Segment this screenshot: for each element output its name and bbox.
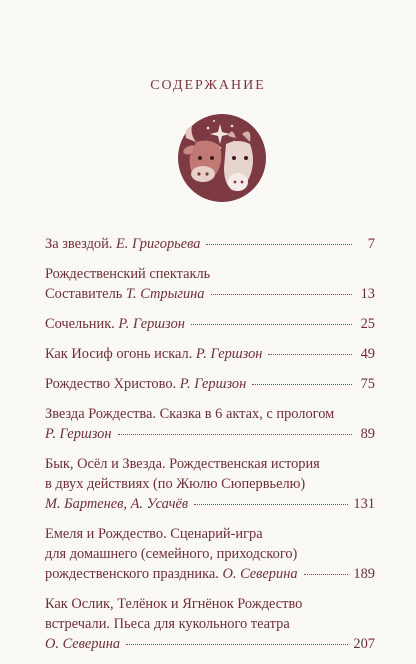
dot-leader [118,434,352,435]
toc-entry[interactable] [45,524,375,584]
entry-title-line: для домашнего (семейного, приходского) [45,546,298,562]
toc-entry[interactable] [45,454,375,514]
entry-title-line: Звезда Рождества. Сказка в 6 актах, с прологом [45,406,335,422]
table-of-contents [45,234,375,664]
entry-title-line: Как Ослик, Телёнок и Ягнёнок Рождество [45,596,303,612]
toc-entry[interactable] [45,344,375,364]
page-number: 207 [353,636,375,652]
dot-leader [268,354,352,355]
page-number: 131 [353,496,375,512]
page-title: СОДЕРЖАНИЕ [150,78,266,93]
entry-title: Сочельник. [45,316,115,332]
entry-author: Р. Гершзон [195,346,263,362]
dot-leader [211,294,353,295]
toc-entry[interactable] [45,594,375,654]
entry-title-line: Емеля и Рождество. Сценарий-игра [45,526,263,542]
dot-leader [194,504,348,505]
entry-author: О. Северина [45,636,121,652]
entry-author: Т. Стрыгина [125,286,205,302]
entry-title-line: в двух действиях (по Жюлю Сюпервьелю) [45,476,306,492]
entry-title-line: Бык, Осёл и Звезда. Рождественская история [45,456,320,472]
entry-title-line: Рождественский спектакль [45,266,211,282]
entry-author: Е. Григорьева [116,236,201,252]
page-number: 189 [353,566,375,582]
entry-author: М. Бартенев, А. Усачёв [45,496,189,512]
dot-leader [206,244,352,245]
entry-title: Составитель [45,286,123,302]
toc-entry[interactable] [45,314,375,334]
dot-leader [252,384,352,385]
entry-title: рождественского праздника. [45,566,219,582]
ox-and-donkey-with-star-icon [176,112,268,204]
toc-entry[interactable] [45,234,375,254]
dot-leader [191,324,352,325]
entry-author: Р. Гершзон [118,316,185,332]
entry-title: За звездой. [45,236,113,252]
entry-title: Как Иосиф огонь искал. [45,346,193,362]
dot-leader [126,644,348,645]
entry-title-line: встречали. Пьеса для кукольного театра [45,616,290,632]
dot-leader [304,574,349,575]
entry-title: Рождество Христово. [45,376,177,392]
emblem-illustration [176,112,268,204]
entry-author: Р. Гершзон [45,426,112,442]
page-number: 89 [360,426,375,442]
toc-entry[interactable] [45,404,375,444]
entry-author: Р. Гершзон [179,376,247,392]
page-number: 7 [367,236,375,252]
page-number: 49 [360,346,375,362]
toc-entry[interactable] [45,374,375,394]
entry-author: О. Северина [222,566,298,582]
page-number: 25 [360,316,375,332]
page-number: 75 [360,376,375,392]
page-number: 13 [360,286,375,302]
toc-entry[interactable] [45,264,375,304]
